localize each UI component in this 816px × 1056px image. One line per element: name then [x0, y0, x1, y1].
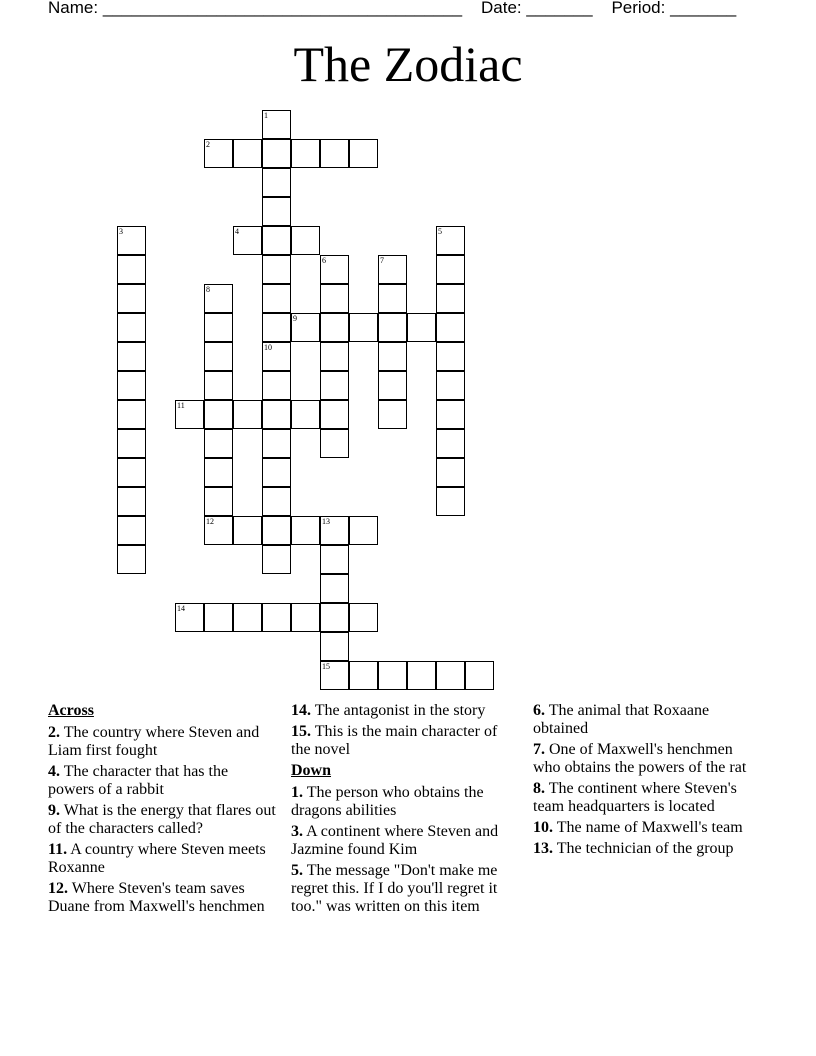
- crossword-cell[interactable]: [117, 400, 146, 429]
- crossword-cell[interactable]: [262, 487, 291, 516]
- clue-down-1: 1. The person who obtains the dragons abilities: [291, 784, 484, 819]
- clue-down-8: 8. The continent where Steven's team headquarters is located: [533, 780, 737, 815]
- crossword-cell[interactable]: [262, 400, 291, 429]
- crossword-cell[interactable]: [117, 255, 146, 284]
- crossword-cell[interactable]: [291, 400, 320, 429]
- crossword-cell[interactable]: [262, 603, 291, 632]
- crossword-cell[interactable]: [117, 458, 146, 487]
- clue-down-13: 13. The technician of the group: [533, 840, 734, 857]
- crossword-cell[interactable]: [262, 342, 291, 371]
- crossword-cell[interactable]: [349, 313, 378, 342]
- crossword-cell[interactable]: [291, 139, 320, 168]
- crossword-cell[interactable]: [291, 603, 320, 632]
- across-heading: Across: [48, 702, 94, 719]
- crossword-cell[interactable]: [204, 603, 233, 632]
- crossword-cell[interactable]: [204, 342, 233, 371]
- crossword-cell[interactable]: [320, 603, 349, 632]
- crossword-cell[interactable]: [262, 545, 291, 574]
- clue-across-9: 9. What is the energy that flares out of the characters called?: [48, 802, 276, 837]
- crossword-cell[interactable]: [117, 545, 146, 574]
- crossword-cell[interactable]: [233, 226, 262, 255]
- crossword-cell[interactable]: [204, 139, 233, 168]
- clue-across-2: 2. The country where Steven and Liam first fought: [48, 724, 260, 759]
- crossword-cell[interactable]: [320, 313, 349, 342]
- clue-number: 13: [322, 517, 330, 526]
- crossword-cell[interactable]: [262, 516, 291, 545]
- crossword-cell[interactable]: [320, 139, 349, 168]
- crossword-cell[interactable]: [233, 516, 262, 545]
- crossword-cell[interactable]: [436, 226, 465, 255]
- clue-number: 3: [119, 227, 123, 236]
- crossword-cell[interactable]: [436, 458, 465, 487]
- date-label: Date:: [481, 0, 522, 17]
- crossword-cell[interactable]: [436, 342, 465, 371]
- crossword-cell[interactable]: [204, 429, 233, 458]
- crossword-cell[interactable]: [117, 371, 146, 400]
- crossword-cell[interactable]: [320, 545, 349, 574]
- crossword-cell[interactable]: [320, 574, 349, 603]
- crossword-cell[interactable]: [407, 661, 436, 690]
- crossword-cell[interactable]: [262, 458, 291, 487]
- crossword-cell[interactable]: [262, 429, 291, 458]
- crossword-cell[interactable]: [175, 603, 204, 632]
- crossword-cell[interactable]: [262, 110, 291, 139]
- clue-across-15: 15. This is the main character of the novel: [291, 723, 498, 758]
- crossword-cell[interactable]: [378, 371, 407, 400]
- clue-number: 11: [177, 401, 185, 410]
- crossword-cell[interactable]: [436, 661, 465, 690]
- crossword-cell[interactable]: [117, 487, 146, 516]
- clue-number: 15: [322, 662, 330, 671]
- period-label: Period:: [611, 0, 666, 17]
- clue-number: 10: [264, 343, 272, 352]
- crossword-cell[interactable]: [349, 603, 378, 632]
- crossword-cell[interactable]: [204, 400, 233, 429]
- crossword-cell[interactable]: [117, 284, 146, 313]
- crossword-cell[interactable]: [204, 516, 233, 545]
- crossword-cell[interactable]: [291, 516, 320, 545]
- crossword-cell[interactable]: [262, 371, 291, 400]
- clue-number: 5: [438, 227, 442, 236]
- crossword-cell[interactable]: [320, 632, 349, 661]
- clue-down-10: 10. The name of Maxwell's team: [533, 819, 743, 836]
- clue-number: 1: [264, 111, 268, 120]
- down-heading: Down: [291, 762, 332, 779]
- crossword-cell[interactable]: [378, 284, 407, 313]
- clue-number: 6: [322, 256, 326, 265]
- crossword-cell[interactable]: [204, 371, 233, 400]
- crossword-cell[interactable]: [320, 255, 349, 284]
- crossword-cell[interactable]: [378, 313, 407, 342]
- crossword-cell[interactable]: [320, 371, 349, 400]
- crossword-cell[interactable]: [204, 487, 233, 516]
- crossword-cell[interactable]: [175, 400, 204, 429]
- crossword-cell[interactable]: [262, 255, 291, 284]
- clue-number: 2: [206, 140, 210, 149]
- crossword-cell[interactable]: [436, 284, 465, 313]
- clue-number: 9: [293, 314, 297, 323]
- clue-across-11: 11. A country where Steven meets Roxanne: [48, 841, 266, 876]
- crossword-cell[interactable]: [262, 284, 291, 313]
- crossword-cell[interactable]: [262, 313, 291, 342]
- clue-down-7: 7. One of Maxwell's henchmen who obtains the powers of the rat: [533, 741, 747, 776]
- crossword-cell[interactable]: [233, 603, 262, 632]
- crossword-cell[interactable]: [378, 342, 407, 371]
- clue-number: 12: [206, 517, 214, 526]
- crossword-cell[interactable]: [262, 139, 291, 168]
- clue-down-5: 5. The message "Don't make me regret this. If I do you'll regret it too." was written on this item: [291, 862, 498, 915]
- name-label: Name:: [48, 0, 99, 17]
- crossword-cell[interactable]: [204, 313, 233, 342]
- crossword-cell[interactable]: [378, 400, 407, 429]
- clues-column-3: [533, 702, 761, 861]
- name-blank[interactable]: ______________________________________: [102, 0, 463, 17]
- crossword-cell[interactable]: [204, 458, 233, 487]
- crossword-cell[interactable]: [349, 661, 378, 690]
- crossword-cell[interactable]: [320, 284, 349, 313]
- crossword-cell[interactable]: [204, 284, 233, 313]
- crossword-cell[interactable]: [117, 429, 146, 458]
- crossword-cell[interactable]: [407, 313, 436, 342]
- date-blank[interactable]: _______: [526, 0, 593, 17]
- clue-number: 14: [177, 604, 185, 613]
- clue-number: 8: [206, 285, 210, 294]
- crossword-cell[interactable]: [233, 139, 262, 168]
- clue-down-6: 6. The animal that Roxaane obtained: [533, 702, 710, 737]
- clue-number: 4: [235, 227, 239, 236]
- crossword-cell[interactable]: [349, 139, 378, 168]
- crossword-cell[interactable]: [291, 313, 320, 342]
- crossword-cell[interactable]: [465, 661, 494, 690]
- crossword-cell[interactable]: [378, 255, 407, 284]
- crossword-cell[interactable]: [262, 197, 291, 226]
- clues-column-2: [291, 702, 519, 919]
- clue-number: 7: [380, 256, 384, 265]
- crossword-cell[interactable]: [262, 226, 291, 255]
- clue-across-4: 4. The character that has the powers of a rabbit: [48, 763, 229, 798]
- crossword-cell[interactable]: [233, 400, 262, 429]
- crossword-cell[interactable]: [117, 516, 146, 545]
- crossword-cell[interactable]: [117, 342, 146, 371]
- crossword-cell[interactable]: [291, 226, 320, 255]
- clue-across-14: 14. The antagonist in the story: [291, 702, 486, 719]
- crossword-cell[interactable]: [320, 516, 349, 545]
- crossword-cell[interactable]: [320, 429, 349, 458]
- crossword-cell[interactable]: [436, 313, 465, 342]
- period-blank[interactable]: _______: [670, 0, 737, 17]
- crossword-cell[interactable]: [436, 400, 465, 429]
- crossword-cell[interactable]: [436, 371, 465, 400]
- crossword-cell[interactable]: [436, 487, 465, 516]
- crossword-cell[interactable]: [436, 255, 465, 284]
- crossword-cell[interactable]: [320, 342, 349, 371]
- clue-down-3: 3. A continent where Steven and Jazmine found Kim: [291, 823, 499, 858]
- crossword-cell[interactable]: [117, 226, 146, 255]
- crossword-cell[interactable]: [378, 661, 407, 690]
- crossword-cell[interactable]: [436, 429, 465, 458]
- clues-column-1: [48, 702, 276, 919]
- crossword-cell[interactable]: [320, 400, 349, 429]
- clue-across-12: 12. Where Steven's team saves Duane from Maxwell's henchmen: [48, 880, 265, 915]
- page-title: The Zodiac: [293, 36, 523, 92]
- crossword-cell[interactable]: [349, 516, 378, 545]
- crossword-cell[interactable]: [117, 313, 146, 342]
- crossword-cell[interactable]: [262, 168, 291, 197]
- crossword-cell[interactable]: [320, 661, 349, 690]
